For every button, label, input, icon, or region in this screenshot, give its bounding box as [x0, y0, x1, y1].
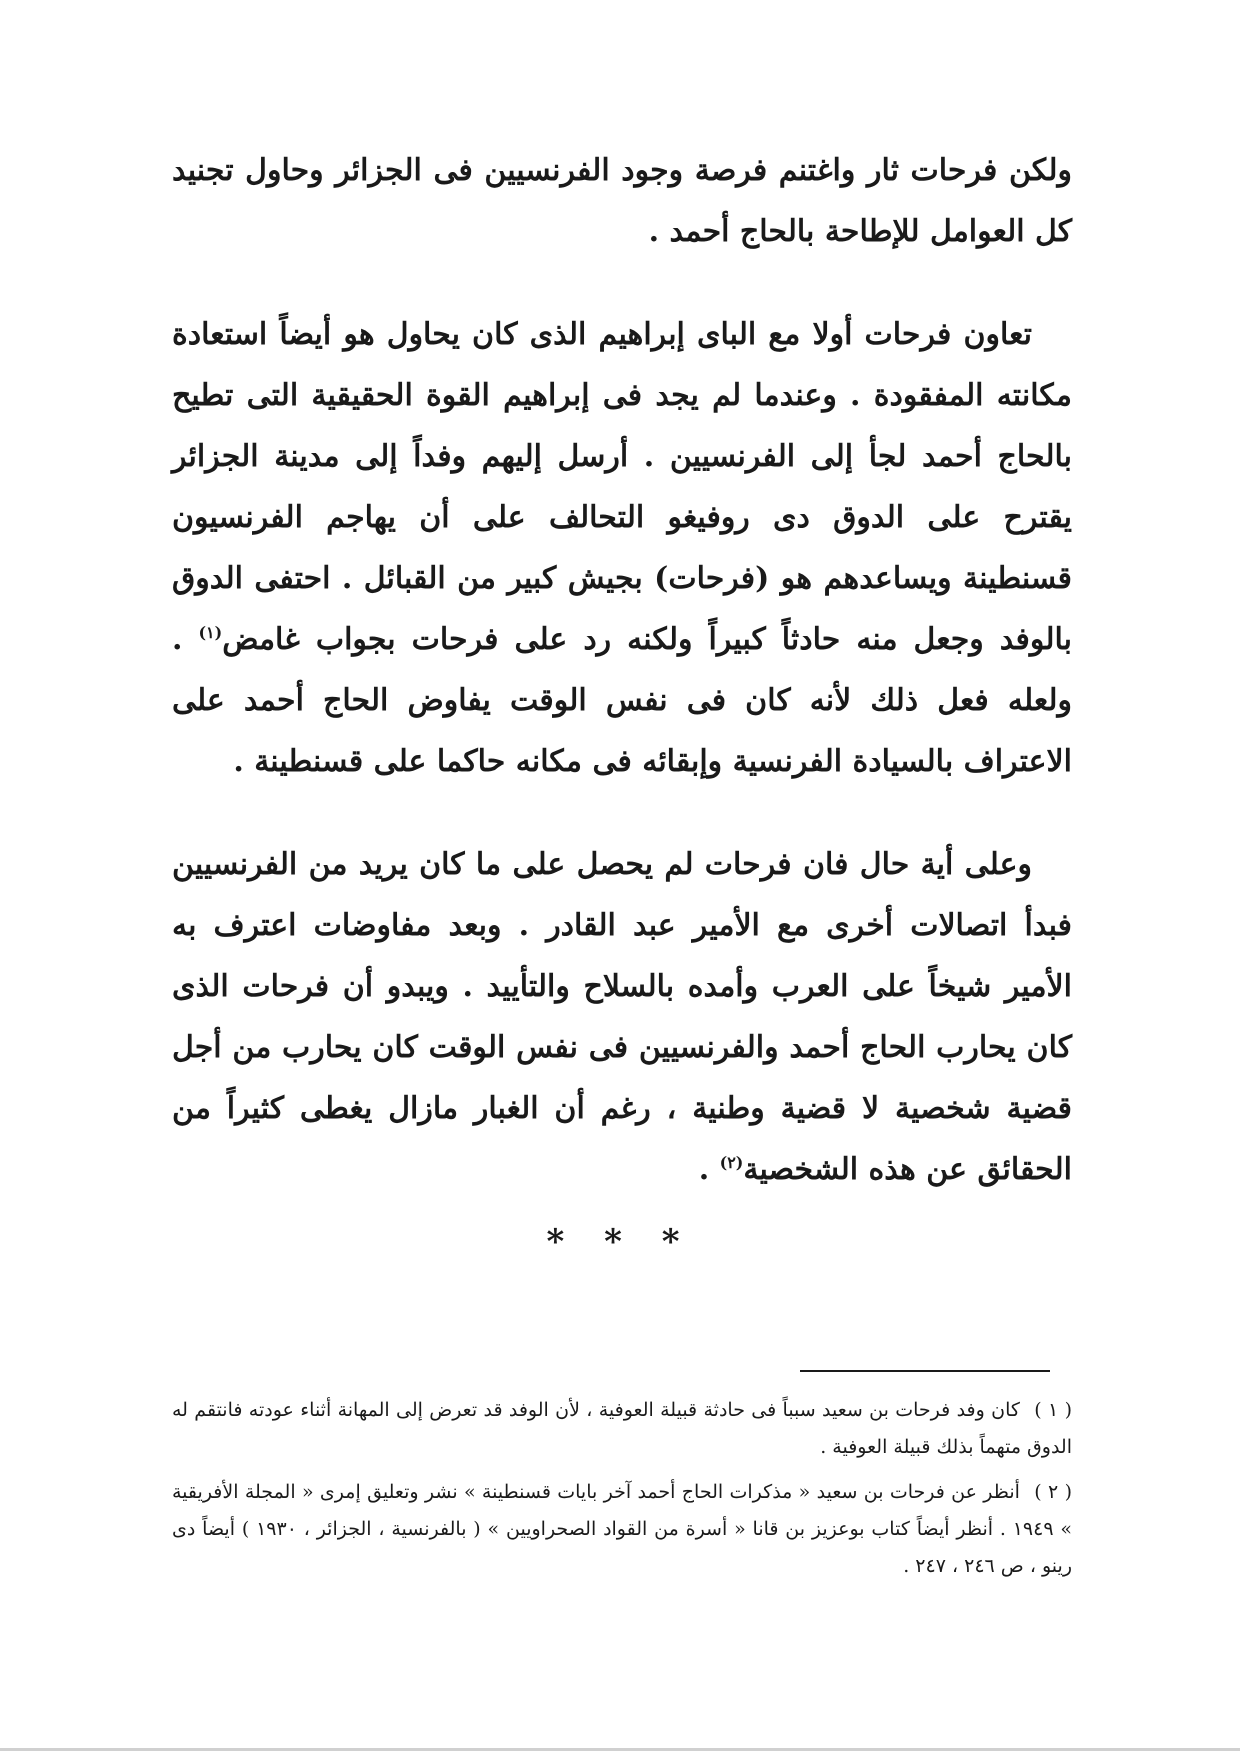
paragraph-3 [172, 834, 1072, 1200]
page-bottom-edge [0, 1748, 1240, 1751]
footnote-2 [172, 1474, 1072, 1585]
paragraph-1-text: ولكن فرحات ثار واغتنم فرصة وجود الفرنسيين فى الجزائر وحاول تجنيد كل العوامل للإطاحة بالحاج أحمد . [172, 153, 1072, 249]
footnote-separator-line [800, 1370, 1050, 1372]
footnote-ref-2[interactable]: (٢) [719, 1153, 744, 1172]
footnote-text: كان وفد فرحات بن سعيد سبباً فى حادثة قبيلة العوفية ، لأن الوفد قد تعرض إلى المهانة أثناء عودته فانتقم له الدوق متهماً بذلك قبيلة العوفية . [172, 1399, 1072, 1458]
paragraph-gap [172, 792, 1072, 834]
paragraph-gap [172, 262, 1072, 304]
footnote-number: ( ٢ ) [1034, 1481, 1072, 1503]
paragraph-2-text: تعاون فرحات أولا مع الباى إبراهيم الذى كان يحاول هو أيضاً استعادة مكانته المفقودة . وعندما لم يجد فى إبراهيم القوة الحقيقية التى تطيح بالحاج أحمد لجأ إلى الفرنسيين . أرسل إليهم وفداً إلى مدينة الجزائر يقترح على الدوق دى روفيغو التحالف على أن يهاجم الفرنسيون قسنطينة ويساعدهم هو (فرحات) بجيش كبير من القبائل . احتفى الدوق بالوفد وجعل منه حادثاً كبيراً ولكنه رد على فرحات بجواب غامض [172, 317, 1073, 657]
footnote-text: أنظر عن فرحات بن سعيد « مذكرات الحاج أحمد آخر بايات قسنطينة » نشر وتعليق إمرى « المجلة الأفريقية » ١٩٤٩ . أنظر أيضاً كتاب بوعزيز بن قانا « أسرة من القواد الصحراويين » ( بالفرنسية ، الجزائر ، ١٩٣٠ ) أيضاً دى رينو ، ص ٢٤٦ ، ٢٤٧ . [172, 1481, 1073, 1577]
footnote-1 [172, 1392, 1072, 1466]
footnote-ref-1[interactable]: (١) [198, 623, 223, 642]
footnote-number: ( ١ ) [1034, 1399, 1072, 1421]
paragraph-3-text: وعلى أية حال فان فرحات لم يحصل على ما كان يريد من الفرنسيين فبدأ اتصالات أخرى مع الأمير عبد القادر . وبعد مفاوضات اعترف به الأمير شيخاً على العرب وأمده بالسلاح والتأييد . ويبدو أن فرحات الذى كان يحارب الحاج أحمد والفرنسيين فى نفس الوقت كان يحارب من أجل قضية شخصية لا قضية وطنية ، رغم أن الغبار مازال يغطى كثيراً من الحقائق عن هذه الشخصية [172, 847, 1072, 1187]
paragraph-2 [172, 304, 1072, 792]
paragraph-3-text-after: . [698, 1152, 720, 1187]
body-text [172, 140, 1072, 1200]
section-divider-asterisks: * * * [546, 1222, 694, 1262]
paragraph-1 [172, 140, 1072, 262]
footnotes [172, 1392, 1072, 1593]
paragraph-2-text-after: . ولعله فعل ذلك لأنه كان فى نفس الوقت يفاوض الحاج أحمد على الاعتراف بالسيادة الفرنسية وإبقائه فى مكانه حاكما على قسنطينة . [172, 622, 1072, 779]
